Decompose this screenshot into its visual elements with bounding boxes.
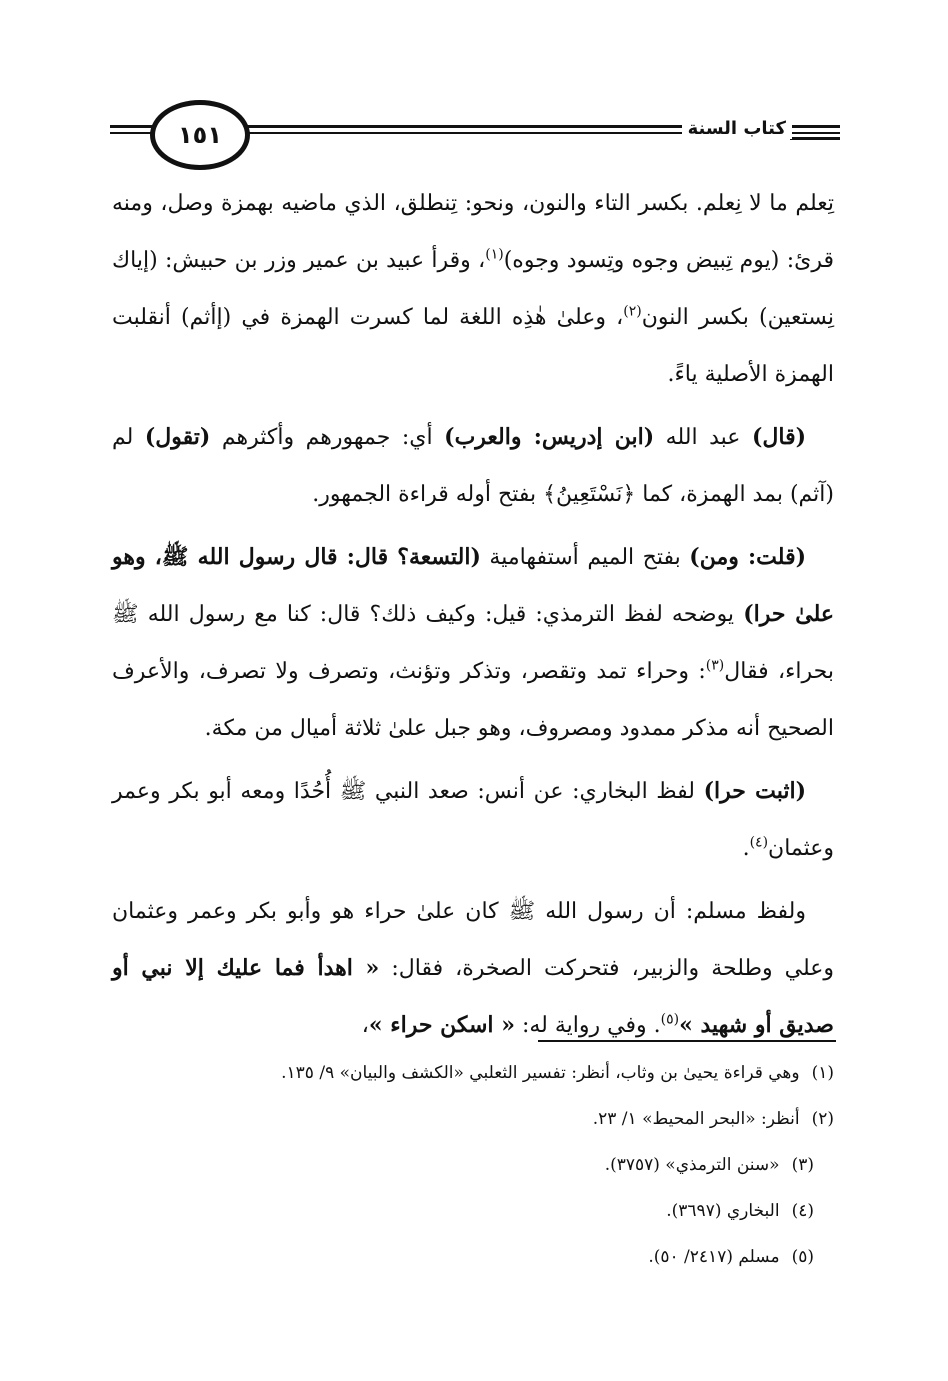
p4-ithbit: (اثبت حرا) bbox=[703, 778, 806, 804]
paragraph-2 bbox=[112, 409, 834, 523]
p5-text-a: ولفظ مسلم: أن رسول الله ﷺ كان علىٰ حراء هو وأبو بكر وعمر وعثمان وعلي وطلحة والزبير، فتحركت الصخرة، فقال: bbox=[112, 899, 835, 981]
footnote-number: (٢) bbox=[811, 1109, 834, 1129]
footnote-ref-4: (٤) bbox=[749, 834, 769, 851]
p5-hadith-quote-2: « اسكن حراء » bbox=[368, 1012, 515, 1038]
paragraph-4 bbox=[112, 763, 834, 877]
p1-text: تِعلم ما لا نِعلم. بكسر التاء والنون، ونحو: تِنطلق، الذي ماضيه بهمزة وصل، ومنه قرئ: (يوم تِبيض وجوه وتِسود وجوه) bbox=[112, 191, 834, 273]
footnote-text: «سنن الترمذي» (٣٧٥٧). bbox=[604, 1155, 780, 1175]
p2-text-c: لم (آثم) بمد الهمزة، كما ﴿نَسْتَعِينُ﴾ بفتح أوله قراءة الجمهور. bbox=[112, 425, 834, 507]
footnote-ref-3: (٣) bbox=[705, 657, 725, 674]
footnote-item bbox=[112, 1050, 834, 1096]
p2-text-b: أي: جمهورهم وأكثرهم bbox=[210, 425, 445, 450]
footnote-ref-5: (٥) bbox=[660, 1011, 680, 1028]
footnote-text: وهي قراءة يحيىٰ بن وثاب، أنظر: تفسير الثعلبي «الكشف والبيان» ٩/ ١٣٥. bbox=[281, 1063, 800, 1083]
paragraph-1 bbox=[112, 175, 834, 403]
footnote-ref-1: (١) bbox=[485, 246, 504, 263]
running-title: كتاب السنة bbox=[682, 118, 792, 139]
footnote-item bbox=[112, 1188, 834, 1234]
p2-taqul: (تقول) bbox=[144, 424, 211, 450]
footnote-separator bbox=[538, 1040, 836, 1042]
footnote-number: (١) bbox=[811, 1063, 834, 1083]
footnotes bbox=[112, 1050, 834, 1280]
footnote-text: أنظر: «البحر المحيط» ١/ ٢٣. bbox=[592, 1109, 800, 1129]
footnote-item bbox=[112, 1142, 834, 1188]
p3-text-c: : وحراء تمد وتقصر، وتذكر وتؤنث، وتصرف ولا تصرف، والأعرف الصحيح أنه مذكر ممدود ومصروف، وهو جبل علىٰ ثلاثة أميال من مكة. bbox=[112, 659, 834, 741]
p1-text-b: ، وقرأ عبيد بن عمير وزر بن حبيش: (إياك نِستعين) بكسر النون bbox=[112, 248, 835, 330]
footnote-item bbox=[112, 1096, 834, 1142]
page-number-badge bbox=[150, 100, 250, 170]
p3-tis-a: (التسعة؟ قال: قال رسول الله ﷺ، وهو علىٰ حرا) bbox=[112, 544, 834, 627]
main-text bbox=[112, 175, 834, 1060]
footnote-number: (٣) bbox=[791, 1155, 814, 1175]
p1-text-c: ، وعلىٰ هٰذِه اللغة لما كسرت الهمزة في (إأثم) أنقلبت الهمزة الأصلية ياءً. bbox=[112, 305, 834, 387]
page-number: ١٥١ bbox=[178, 121, 222, 149]
p3-text-a: بفتح الميم أستفهامية bbox=[480, 545, 690, 570]
p2-qal: (قال) bbox=[751, 424, 806, 450]
p5-text-b: . وفي رواية له: bbox=[514, 1013, 661, 1038]
footnote-text: مسلم (٢٤١٧/ ٥٠). bbox=[648, 1247, 780, 1267]
footnote-number: (٥) bbox=[791, 1247, 814, 1267]
p3-qult: (قلت: ومن) bbox=[689, 544, 806, 570]
footnote-text: البخاري (٣٦٩٧). bbox=[666, 1201, 780, 1221]
footnote-number: (٤) bbox=[791, 1201, 814, 1221]
footnote-item bbox=[112, 1234, 834, 1280]
footnote-ref-2: (٢) bbox=[623, 303, 642, 320]
header-rule-right-accent bbox=[790, 137, 840, 140]
p2-ibn-idris: (ابن إدريس: والعرب) bbox=[444, 424, 655, 450]
p3-text-b: يوضحه لفظ الترمذي: قيل: وكيف ذلك؟ قال: كنا مع رسول الله ﷺ بحراء، فقال bbox=[112, 602, 834, 684]
p5-hadith-quote: « اهدأ فما عليك إلا نبي أو صديق أو شهيد » bbox=[112, 955, 834, 1038]
paragraph-3 bbox=[112, 529, 834, 757]
p2-text-a: عبد الله bbox=[654, 425, 752, 450]
paragraph-5 bbox=[112, 883, 834, 1054]
p4-text-a: لفظ البخاري: عن أنس: صعد النبي ﷺ أُحُدًا ومعه أبو بكر وعمر وعثمان bbox=[112, 779, 834, 861]
page-header bbox=[110, 92, 840, 172]
p4-text-b: . bbox=[742, 836, 750, 861]
p5-text-c: ، bbox=[361, 1013, 369, 1038]
